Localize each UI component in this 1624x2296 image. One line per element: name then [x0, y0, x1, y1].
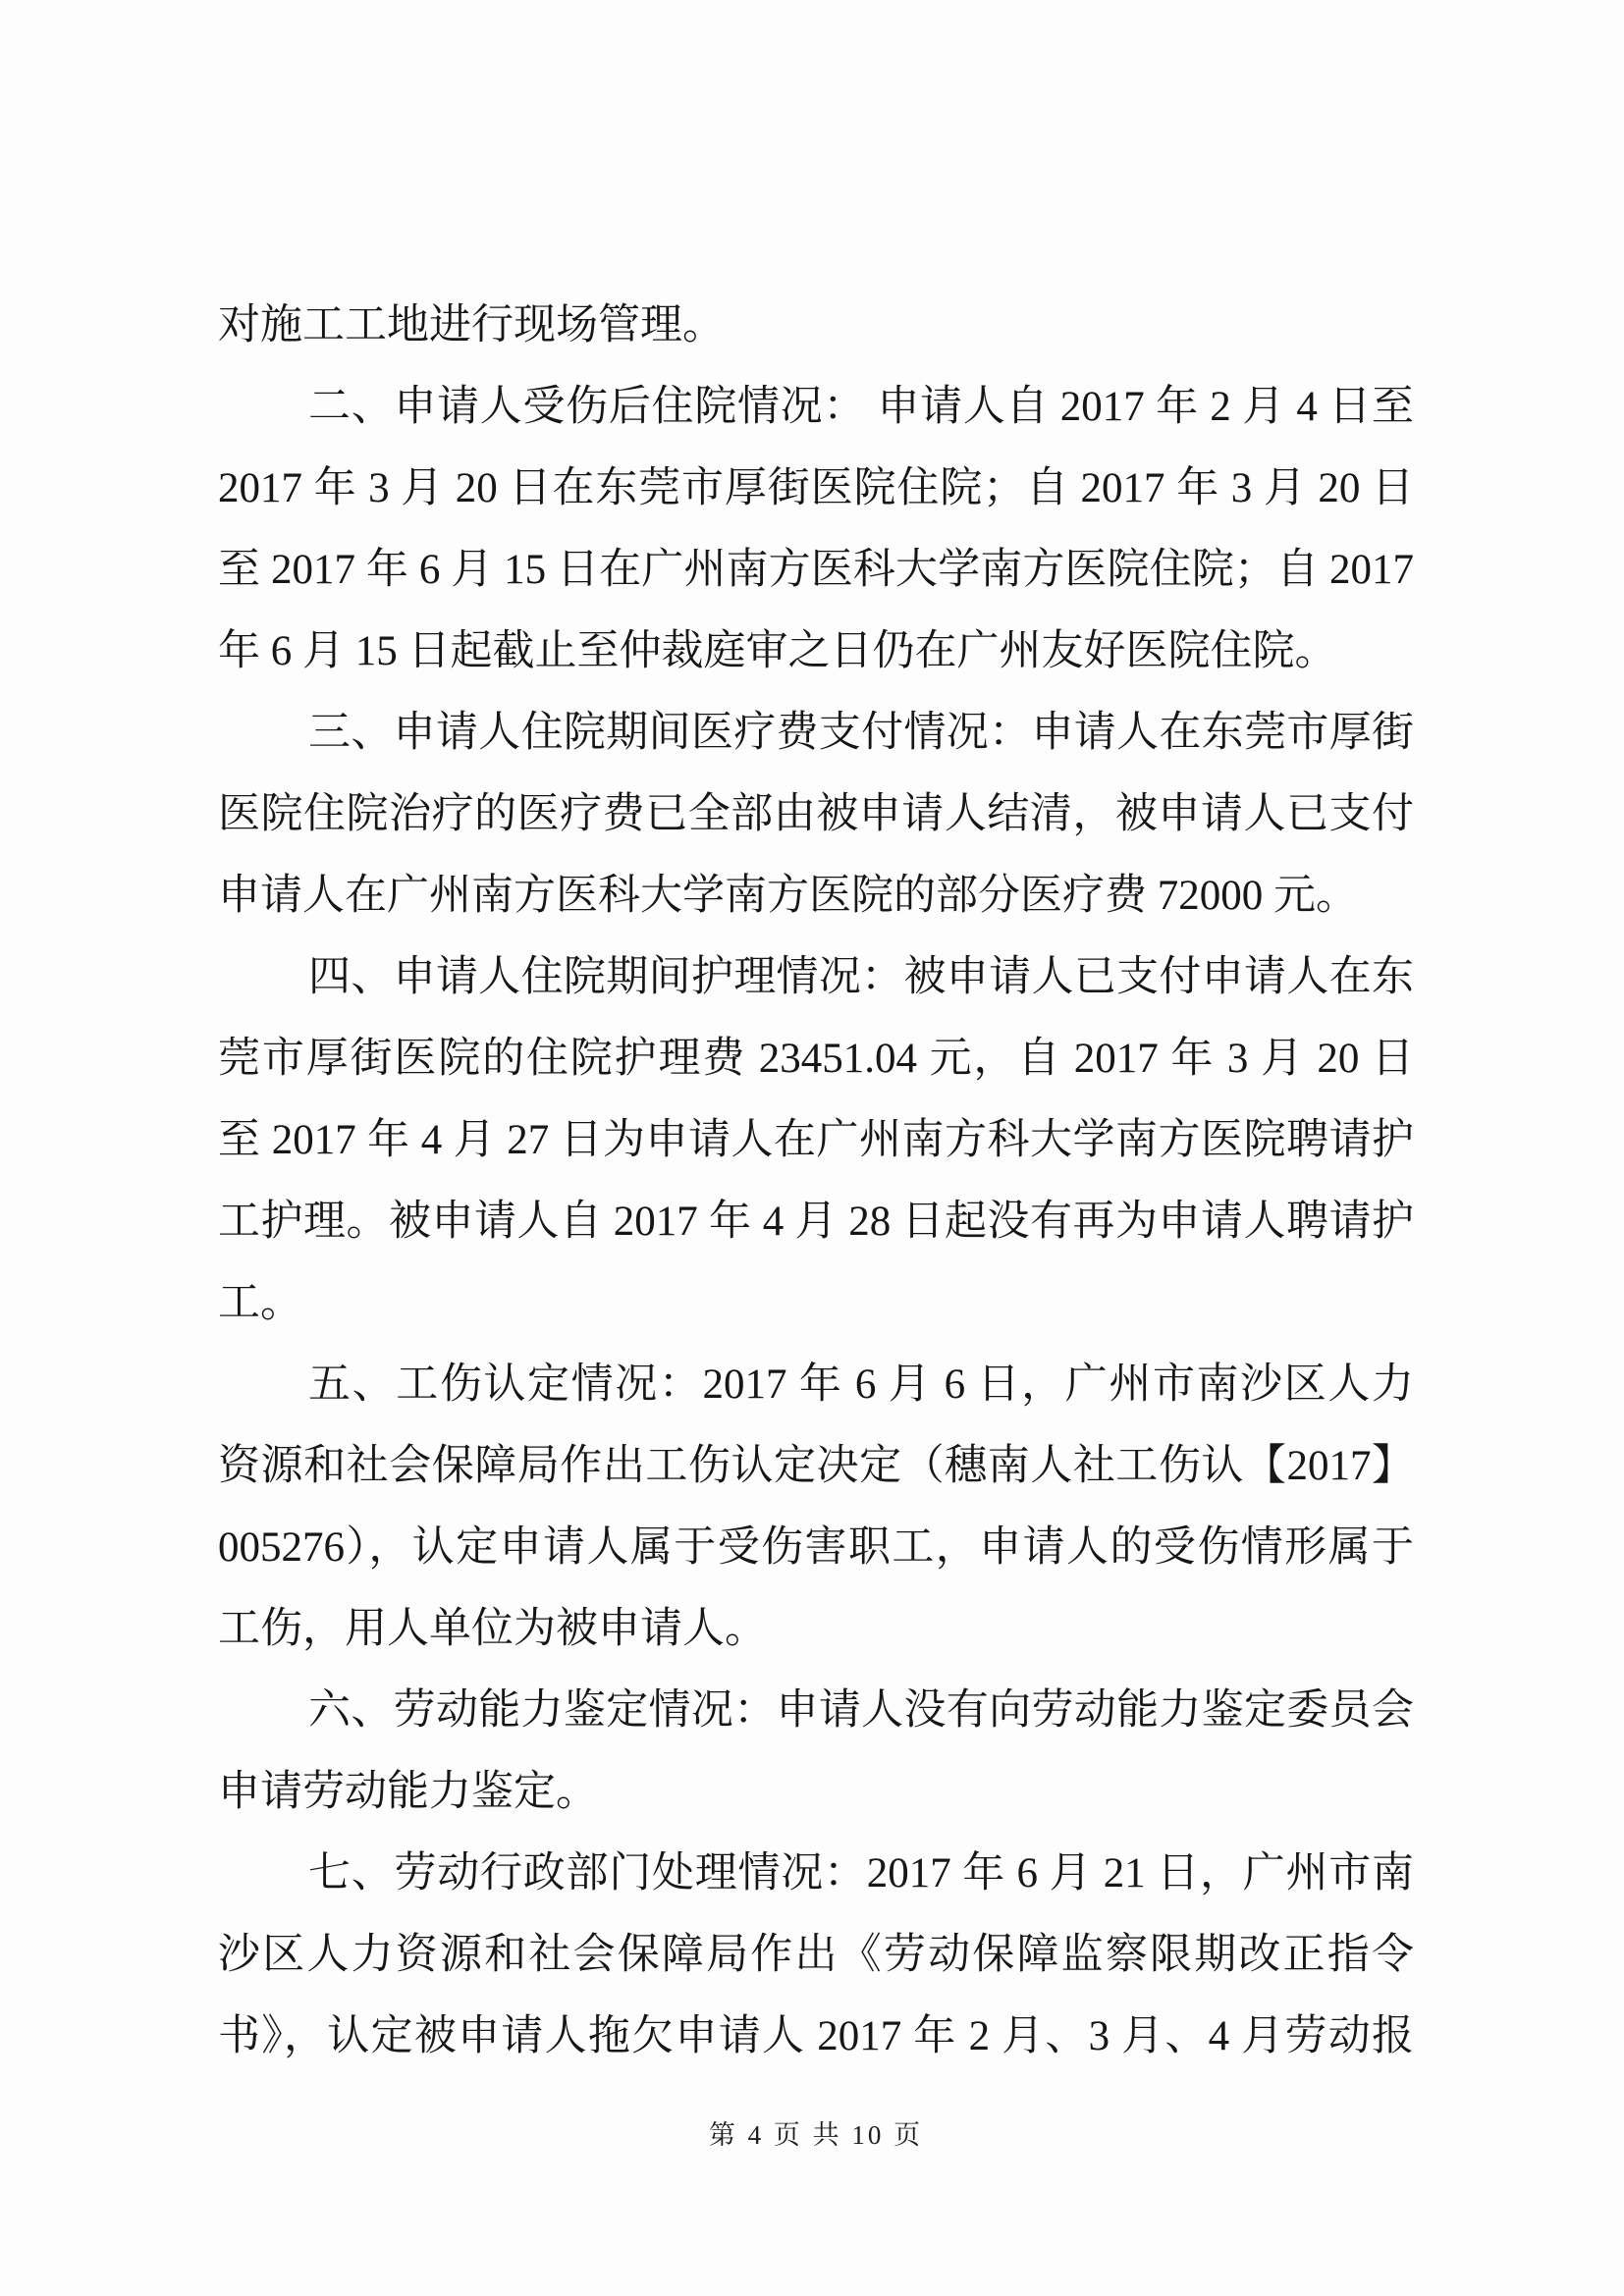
document-text-line: 对施工工地进行现场管理。: [218, 302, 725, 348]
document-text-line: 四、申请人住院期间护理情况：被申请人已支付申请人在东: [308, 954, 1414, 1000]
document-text-line: 005276），认定申请人属于受伤害职工，申请人的受伤情形属于: [218, 1524, 1414, 1571]
document-text-line: 至 2017 年 4 月 27 日为申请人在广州南方科大学南方医院聘请护: [218, 1117, 1414, 1163]
document-text-line: 工护理。被申请人自 2017 年 4 月 28 日起没有再为申请人聘请护: [218, 1199, 1414, 1245]
document-text-line: 医院住院治疗的医疗费已全部由被申请人结清，被申请人已支付: [218, 791, 1414, 837]
document-body: [218, 285, 1414, 2077]
page-number-footer: 第 4 页 共 10 页: [708, 2120, 924, 2150]
document-text-line: 莞市厚街医院的住院护理费 23451.04 元，自 2017 年 3 月 20 日: [218, 1036, 1414, 1082]
document-text-line: 申请人在广州南方医科大学南方医院的部分医疗费 72000 元。: [218, 873, 1358, 919]
document-text-line: 三、申请人住院期间医疗费支付情况：申请人在东莞市厚街: [308, 710, 1414, 756]
document-text-line: 工伤，用人单位为被申请人。: [218, 1606, 767, 1652]
document-text-line: 六、劳动能力鉴定情况：申请人没有向劳动能力鉴定委员会: [308, 1687, 1414, 1734]
document-text-line: 2017 年 3 月 20 日在东莞市厚街医院住院；自 2017 年 3 月 20 日: [218, 465, 1414, 511]
document-text-line: 沙区人力资源和社会保障局作出《劳动保障监察限期改正指令: [218, 1932, 1414, 1978]
document-text-line: 年 6 月 15 日起截止至仲裁庭审之日仍在广州友好医院住院。: [218, 628, 1337, 674]
document-text-line: 二、申请人受伤后住院情况： 申请人自 2017 年 2 月 4 日至: [308, 384, 1414, 430]
document-text-line: 至 2017 年 6 月 15 日在广州南方医科大学南方医院住院；自 2017: [218, 547, 1414, 593]
document-text-line: 七、劳动行政部门处理情况：2017 年 6 月 21 日，广州市南: [308, 1850, 1414, 1896]
document-text-line: 五、工伤认定情况：2017 年 6 月 6 日，广州市南沙区人力: [308, 1362, 1414, 1408]
document-text-line: 工。: [218, 1280, 302, 1326]
document-text-line: 资源和社会保障局作出工伤认定决定（穗南人社工伤认【2017】: [218, 1443, 1414, 1489]
document-text-line: 书》，认定被申请人拖欠申请人 2017 年 2 月、3 月、4 月劳动报: [218, 2013, 1414, 2059]
document-text-line: 申请劳动能力鉴定。: [218, 1769, 598, 1815]
